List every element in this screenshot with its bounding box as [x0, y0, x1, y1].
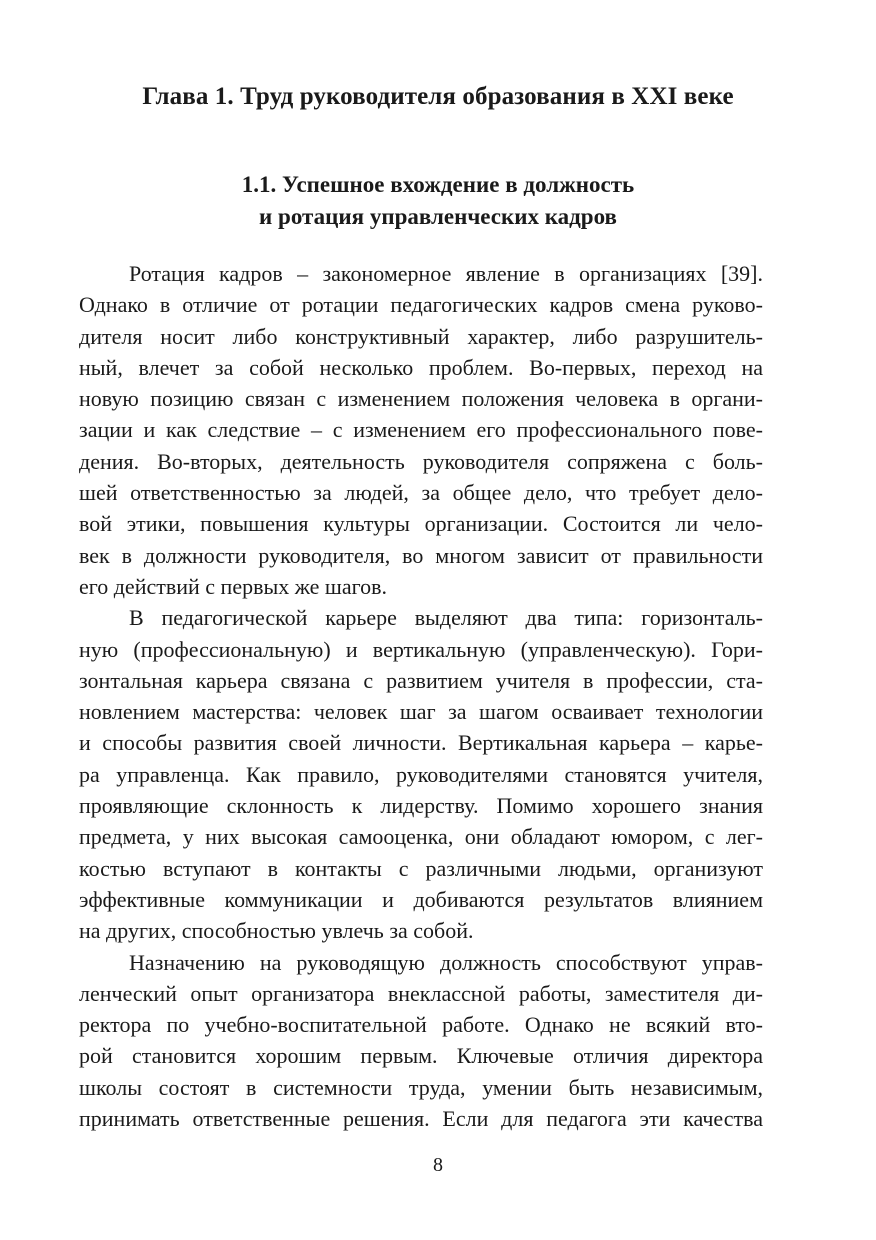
text-line: вой этики, повышения культуры организации. Состоится ли чело-	[79, 511, 763, 537]
text-line: школы состоят в системности труда, умении быть независимым,	[79, 1074, 763, 1100]
text-line: Однако в отличие от ротации педагогических кадров смена руково-	[79, 292, 763, 318]
text-line: рой становится хорошим первым. Ключевые отличия директора	[79, 1043, 763, 1069]
text-line: ный, влечет за собой несколько проблем. Во-первых, переход на	[79, 354, 763, 380]
body-text	[79, 258, 763, 1134]
section-title-line-1: 1.1. Успешное вхождение в должность	[241, 172, 635, 197]
text-line: эффективные коммуникации и добиваются результатов влиянием	[79, 886, 763, 912]
text-line: зации и как следствие – с изменением его профессионального пове-	[79, 417, 763, 443]
text-line: ректора по учебно-воспитательной работе. Однако не всякий вто-	[79, 1012, 763, 1038]
text-line: шей ответственностью за людей, за общее дело, что требует дело-	[79, 480, 763, 506]
chapter-title: Глава 1. Труд руководителя образования в XXI веке	[142, 83, 734, 110]
section-title-line-2: и ротация управленческих кадров	[259, 204, 617, 229]
text-line: его действий с первых же шагов.	[79, 573, 387, 599]
text-line: новую позицию связан с изменением положения человека в органи-	[79, 386, 763, 412]
text-line: на других, способностью увлечь за собой.	[79, 918, 474, 944]
text-line: новлением мастерства: человек шаг за шагом осваивает технологии	[79, 699, 763, 725]
text-line: ную (профессиональную) и вертикальную (управленческую). Гори-	[79, 636, 763, 662]
text-line: век в должности руководителя, во многом зависит от правильности	[79, 542, 763, 568]
paragraph-2	[79, 602, 763, 946]
text-line: костью вступают в контакты с различными людьми, организуют	[79, 855, 763, 881]
text-line: дителя носит либо конструктивный характер, либо разрушитель-	[79, 323, 763, 349]
text-line: проявляющие склонность к лидерству. Помимо хорошего знания	[79, 793, 763, 819]
text-line: и способы развития своей личности. Вертикальная карьера – карье-	[79, 730, 763, 756]
page-number: 8	[433, 1154, 443, 1176]
text-line: принимать ответственные решения. Если для педагога эти качества	[79, 1106, 763, 1132]
text-line: зонтальная карьера связана с развитием учителя в профессии, ста-	[79, 667, 763, 693]
text-line: предмета, у них высокая самооценка, они обладают юмором, с лег-	[79, 824, 763, 850]
text-line: дения. Во-вторых, деятельность руководителя сопряжена с боль-	[79, 448, 763, 474]
text-line: Назначению на руководящую должность способствуют управ-	[129, 949, 763, 975]
text-line: В педагогической карьере выделяют два типа: горизонталь-	[129, 605, 763, 631]
paragraph-3	[79, 947, 763, 1135]
paragraph-1	[79, 258, 763, 602]
section-title	[0, 169, 876, 233]
text-line: ра управленца. Как правило, руководителями становятся учителя,	[79, 761, 763, 787]
text-line: ленческий опыт организатора внеклассной работы, заместителя ди-	[79, 980, 763, 1006]
text-line: Ротация кадров – закономерное явление в организациях [39].	[129, 261, 763, 286]
